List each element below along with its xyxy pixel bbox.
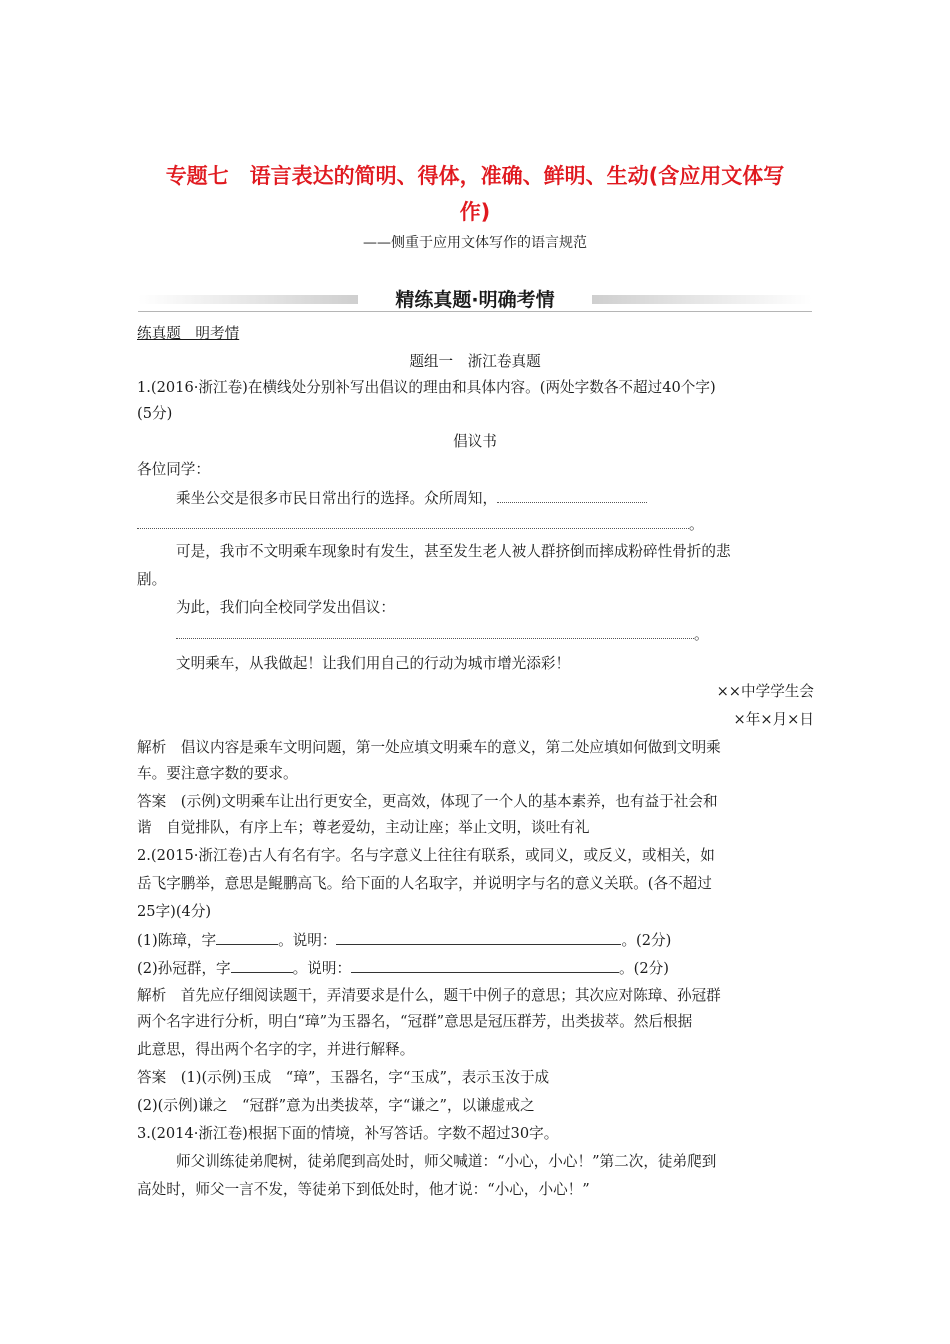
q2-item-1-explain-blank[interactable] [336,930,621,945]
group-title: 题组一 浙江卷真题 [409,353,541,370]
title-line-2: 作) [459,200,491,224]
q1-blank-content-line [176,624,709,645]
q1-paragraph-3: 为此，我们向全校同学发出倡议： [176,599,395,616]
q1-paragraph-1 [176,488,647,509]
banner-text: 精练真题·明确考情 [387,289,562,311]
q2-item-1-score: 。(2分) [621,932,672,949]
q1-paragraph-2-line-1: 可是，我市不文明乘车现象时有发生，甚至发生老人被人群挤倒而摔成粉碎性骨折的悲 [176,543,731,560]
q2-item-1-explain-label: 。说明： [278,932,337,949]
q2-answer-line-1: 答案 (1)(示例)玉成 “璋”，玉器名，字“玉成”，表示玉汝于成 [137,1069,550,1086]
q2-item-2-explain-blank[interactable] [351,958,619,973]
q3-paragraph-line-1: 师父训练徒弟爬树，徒弟爬到高处时，师父喊道：“小心，小心！”第二次，徒弟爬到 [176,1153,717,1170]
q2-analysis-line-3: 此意思，得出两个名字的字，并进行解释。 [137,1041,415,1058]
q2-stem-line-1: 2.(2015·浙江卷)古人有名有字。名与字意义上往往有联系，或同义，或反义，或相关，如 [137,847,715,864]
section-banner [138,283,812,315]
q2-stem-line-2: 岳飞字鹏举，意思是鲲鹏高飞。给下面的人名取字，并说明字与名的意义关联。(各不超过 [137,875,712,892]
q1-analysis-line-2: 车。要注意字数的要求。 [137,765,298,782]
q2-item-1-name-blank[interactable] [216,930,278,945]
q2-item-2-explain-label: 。说明： [292,960,352,977]
q1-sign-date: ×年×月×日 [733,711,814,728]
q2-item-2-name-blank[interactable] [231,958,293,973]
q1-sign-org: ××中学学生会 [716,683,814,700]
document-title [138,158,812,230]
q1-analysis-line-1: 解析 倡议内容是乘车文明问题，第一处应填文明乘车的意义，第二处应填如何做到文明乘 [137,739,721,756]
q3-stem: 3.(2014·浙江卷)根据下面的情境，补写答话。字数不超过30字。 [137,1125,559,1142]
q1-answer-line-2: 谐 自觉排队，有序上车；尊老爱幼，主动让座；举止文明，谈吐有礼 [137,819,590,836]
q1-paragraph-2-line-2: 剧。 [137,571,167,588]
q1-greeting: 各位同学： [137,461,210,478]
q2-item-2 [137,958,669,979]
q3-paragraph-line-2: 高处时，师父一言不发，等徒弟下到低处时，他才说：“小心，小心！” [137,1181,590,1198]
q2-analysis-line-2: 两个名字进行分析，明白“璋”为玉器名，“冠群”意思是冠压群芳，出类拔萃。然后根据 [137,1013,693,1030]
q2-stem-line-3: 25字)(4分) [137,903,212,920]
q1-p3-end: 。 [694,626,709,643]
q1-p1-end: 。 [689,516,704,533]
q1-blank-reason-start[interactable] [497,488,647,503]
q1-blank-content[interactable] [176,624,694,639]
q2-item-2-label: (2)孙冠群，字 [137,960,231,977]
q1-blank-reason[interactable] [137,514,689,529]
q2-item-1-label: (1)陈璋，字 [137,932,217,949]
section-label: 练真题 明考情 [137,325,240,342]
title-line-1: 专题七 语言表达的简明、得体，准确、鲜明、生动(含应用文体写 [165,164,785,188]
q1-p1-text: 乘坐公交是很多市民日常出行的选择。众所周知， [176,490,498,507]
q1-blank-reason-line [137,514,704,535]
q1-stem-line-1: 1.(2016·浙江卷)在横线处分别补写出倡议的理由和具体内容。(两处字数各不超过40个字) [137,379,716,396]
q2-item-2-score: 。(2分) [619,960,669,977]
q2-item-1 [137,930,671,951]
q1-paragraph-4: 文明乘车，从我做起！让我们用自己的行动为城市增光添彩！ [176,655,571,672]
q1-stem-line-2: (5分) [137,405,173,422]
q2-answer-line-2: (2)(示例)谦之 “冠群”意为出类拔萃，字“谦之”，以谦虚戒之 [137,1097,535,1114]
q1-answer-line-1: 答案 (示例)文明乘车让出行更安全，更高效，体现了一个人的基本素养，也有益于社会和 [137,793,718,810]
q2-analysis-line-1: 解析 首先应仔细阅读题干，弄清要求是什么，题干中例子的意思；其次应对陈璋、孙冠群 [137,987,721,1004]
q1-doc-title: 倡议书 [453,433,497,450]
subtitle: ——侧重于应用文体写作的语言规范 [363,235,587,251]
